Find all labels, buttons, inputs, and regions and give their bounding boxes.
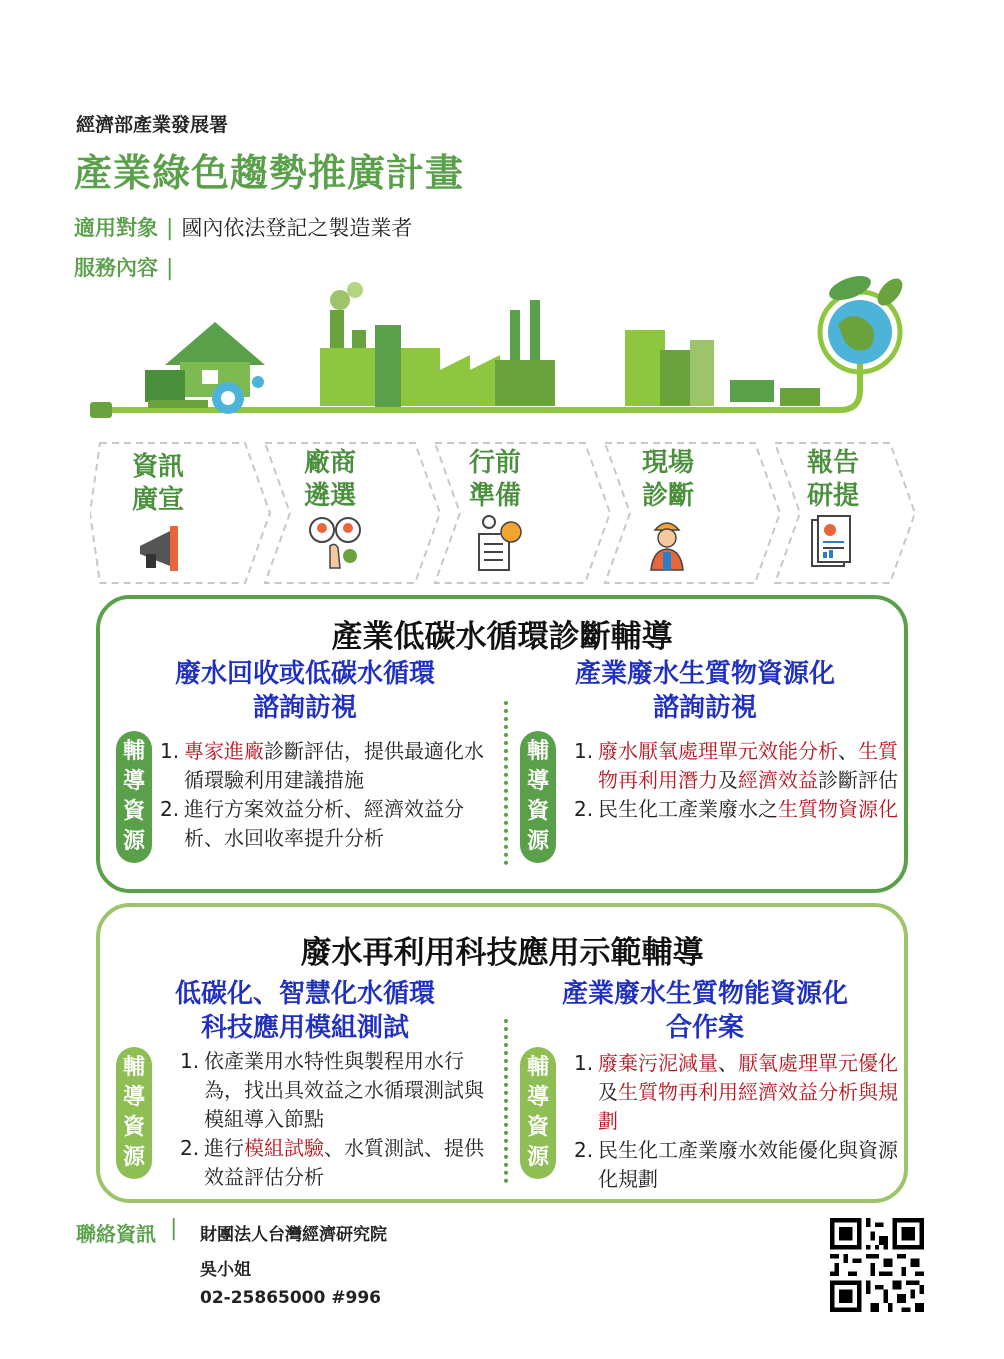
flow-step-3 — [450, 447, 540, 513]
list-item — [574, 1049, 899, 1136]
highlight-text: 經濟效益 — [738, 768, 818, 792]
factory-icon — [320, 282, 440, 407]
section-title: 廢水再利用科技應用示範輔導 — [300, 935, 704, 971]
service-label: 服務內容 — [74, 256, 158, 280]
tag-char: 輔 — [122, 1055, 145, 1080]
separator-bar: | — [170, 1216, 178, 1241]
dotted-divider — [504, 701, 508, 865]
megaphone-icon — [140, 526, 178, 571]
item-text: 診斷評估 — [818, 768, 898, 792]
item-text: 及 — [598, 1080, 618, 1104]
resource-tag — [520, 1047, 556, 1179]
step-label-line: 遴選 — [303, 481, 356, 511]
subsection-title — [530, 657, 880, 725]
list-item — [180, 1047, 490, 1134]
tag-char: 源 — [526, 1145, 549, 1170]
section-wastewater-reuse-demo — [96, 903, 908, 1203]
highlight-text: 模組試驗 — [244, 1136, 324, 1160]
tag-char: 導 — [122, 1085, 145, 1110]
solar-panel-icon — [730, 380, 820, 406]
service-list — [180, 1047, 490, 1192]
list-item — [180, 1134, 490, 1192]
item-number: 1. — [180, 1049, 200, 1073]
item-number: 1. — [574, 1051, 594, 1075]
item-text: 進行方案效益分析、經濟效益分析、水回收率提升分析 — [184, 797, 464, 850]
resource-tag — [520, 731, 556, 863]
tag-char: 輔 — [122, 739, 145, 764]
subtitle-line: 諮詢訪視 — [652, 693, 757, 723]
item-number: 1. — [574, 739, 594, 763]
subsection-title — [130, 977, 480, 1045]
contact-person: 吳小姐 — [200, 1260, 251, 1280]
plug-icon — [90, 402, 112, 418]
subsection-title — [530, 977, 880, 1045]
highlight-text: 生質物再利用潛力 — [598, 739, 898, 792]
tag-char: 輔 — [526, 1055, 549, 1080]
section-title: 產業低碳水循環診斷輔導 — [331, 619, 673, 655]
subtitle-line: 諮詢訪視 — [252, 693, 357, 723]
highlight-text: 廢棄污泥減量 — [598, 1051, 718, 1075]
tag-char: 輔 — [526, 739, 549, 764]
list-item — [574, 737, 899, 795]
item-number: 2. — [180, 1136, 200, 1160]
tag-char: 源 — [122, 1145, 145, 1170]
dotted-divider — [504, 1019, 508, 1183]
tag-char: 資 — [122, 799, 145, 824]
tag-char: 導 — [122, 769, 145, 794]
factory-icon — [440, 300, 555, 406]
green-city-illustration — [90, 270, 930, 430]
highlight-text: 生質物資源化 — [778, 797, 898, 821]
tag-char: 資 — [526, 799, 549, 824]
tag-char: 資 — [526, 1115, 549, 1140]
page-title: 產業綠色趨勢推廣計畫 — [74, 151, 465, 195]
separator-bar: | — [166, 216, 174, 241]
agency-name: 經濟部產業發展署 — [76, 114, 229, 136]
globe-icon — [820, 271, 907, 372]
service-list — [574, 737, 899, 824]
house-icon — [145, 322, 265, 408]
separator-bar: | — [166, 256, 174, 281]
item-text: 進行 — [204, 1136, 244, 1160]
contact-phone[interactable]: 02-25865000 #996 — [200, 1288, 381, 1308]
highlight-text: 廢水厭氧處理單元效能分析 — [598, 739, 838, 763]
highlight-text: 專家進廠 — [184, 739, 264, 763]
tag-char: 資 — [122, 1115, 145, 1140]
flow-step-1 — [113, 451, 203, 517]
step-label-line: 行前 — [468, 448, 521, 478]
resource-tag — [116, 731, 152, 863]
tag-char: 源 — [122, 829, 145, 854]
subtitle-line: 廢水回收或低碳水循環 — [174, 659, 435, 689]
item-text: 、水質測試、提供效益評估分析 — [204, 1136, 484, 1189]
step-label-line: 研提 — [806, 481, 859, 511]
item-text: 依產業用水特性與製程用水行為，找出具效益之水循環測試與模組導入節點 — [204, 1049, 484, 1131]
engineer-icon — [651, 523, 683, 570]
item-text: 及 — [718, 768, 738, 792]
list-item — [574, 795, 899, 824]
subsection-title — [130, 657, 480, 725]
select-people-icon — [310, 518, 360, 568]
step-label-line: 資訊 — [131, 452, 184, 482]
buildings-icon — [625, 330, 714, 406]
service-list — [574, 1049, 899, 1194]
step-label-line: 現場 — [641, 448, 694, 478]
resource-tag — [116, 1047, 152, 1179]
step-label-line: 報告 — [806, 448, 859, 478]
subtitle-line: 低碳化、智慧化水循環 — [174, 979, 435, 1009]
report-icon — [812, 516, 850, 566]
step-label-line: 診斷 — [641, 481, 694, 511]
list-item — [160, 795, 495, 853]
subtitle-line: 合作案 — [665, 1013, 744, 1043]
planning-icon — [479, 516, 521, 570]
step-label-line: 廣宣 — [131, 485, 184, 515]
highlight-text: 生質物再利用經濟效益分析與規劃 — [598, 1080, 898, 1133]
target-row — [74, 212, 412, 242]
flow-step-2 — [285, 447, 375, 513]
subtitle-line: 科技應用模組測試 — [200, 1013, 409, 1043]
item-number: 2. — [574, 797, 594, 821]
section-water-cycle-diagnosis — [96, 595, 908, 893]
target-value: 國內依法登記之製造業者 — [181, 216, 413, 240]
flow-step-5 — [788, 447, 878, 513]
water-drop-icon — [252, 376, 264, 388]
target-label: 適用對象 — [74, 216, 158, 240]
item-text: 民生化工產業廢水效能優化與資源化規劃 — [598, 1138, 898, 1191]
list-item — [160, 737, 495, 795]
item-text: 民生化工產業廢水之 — [598, 797, 778, 821]
tag-char: 源 — [526, 829, 549, 854]
item-text: 診斷評估，提供最適化水循環驗利用建議措施 — [184, 739, 484, 792]
item-number: 2. — [574, 1138, 594, 1162]
step-label-line: 準備 — [468, 481, 521, 511]
flow-step-4 — [623, 447, 713, 513]
service-list — [160, 737, 495, 853]
subtitle-line: 產業廢水生質物能資源化 — [561, 979, 848, 1009]
item-text: 、 — [838, 739, 858, 763]
contact-label: 聯絡資訊 — [76, 1222, 156, 1246]
item-text: 、 — [718, 1051, 738, 1075]
subtitle-line: 產業廢水生質物資源化 — [574, 659, 835, 689]
qr-code-icon[interactable] — [830, 1218, 924, 1312]
step-label-line: 廠商 — [303, 448, 356, 478]
list-item — [574, 1136, 899, 1194]
highlight-text: 厭氧處理單元優化 — [738, 1051, 898, 1075]
item-number: 1. — [160, 739, 180, 763]
contact-organization: 財團法人台灣經濟研究院 — [200, 1225, 387, 1245]
tag-char: 導 — [526, 769, 549, 794]
tag-char: 導 — [526, 1085, 549, 1110]
item-number: 2. — [160, 797, 180, 821]
